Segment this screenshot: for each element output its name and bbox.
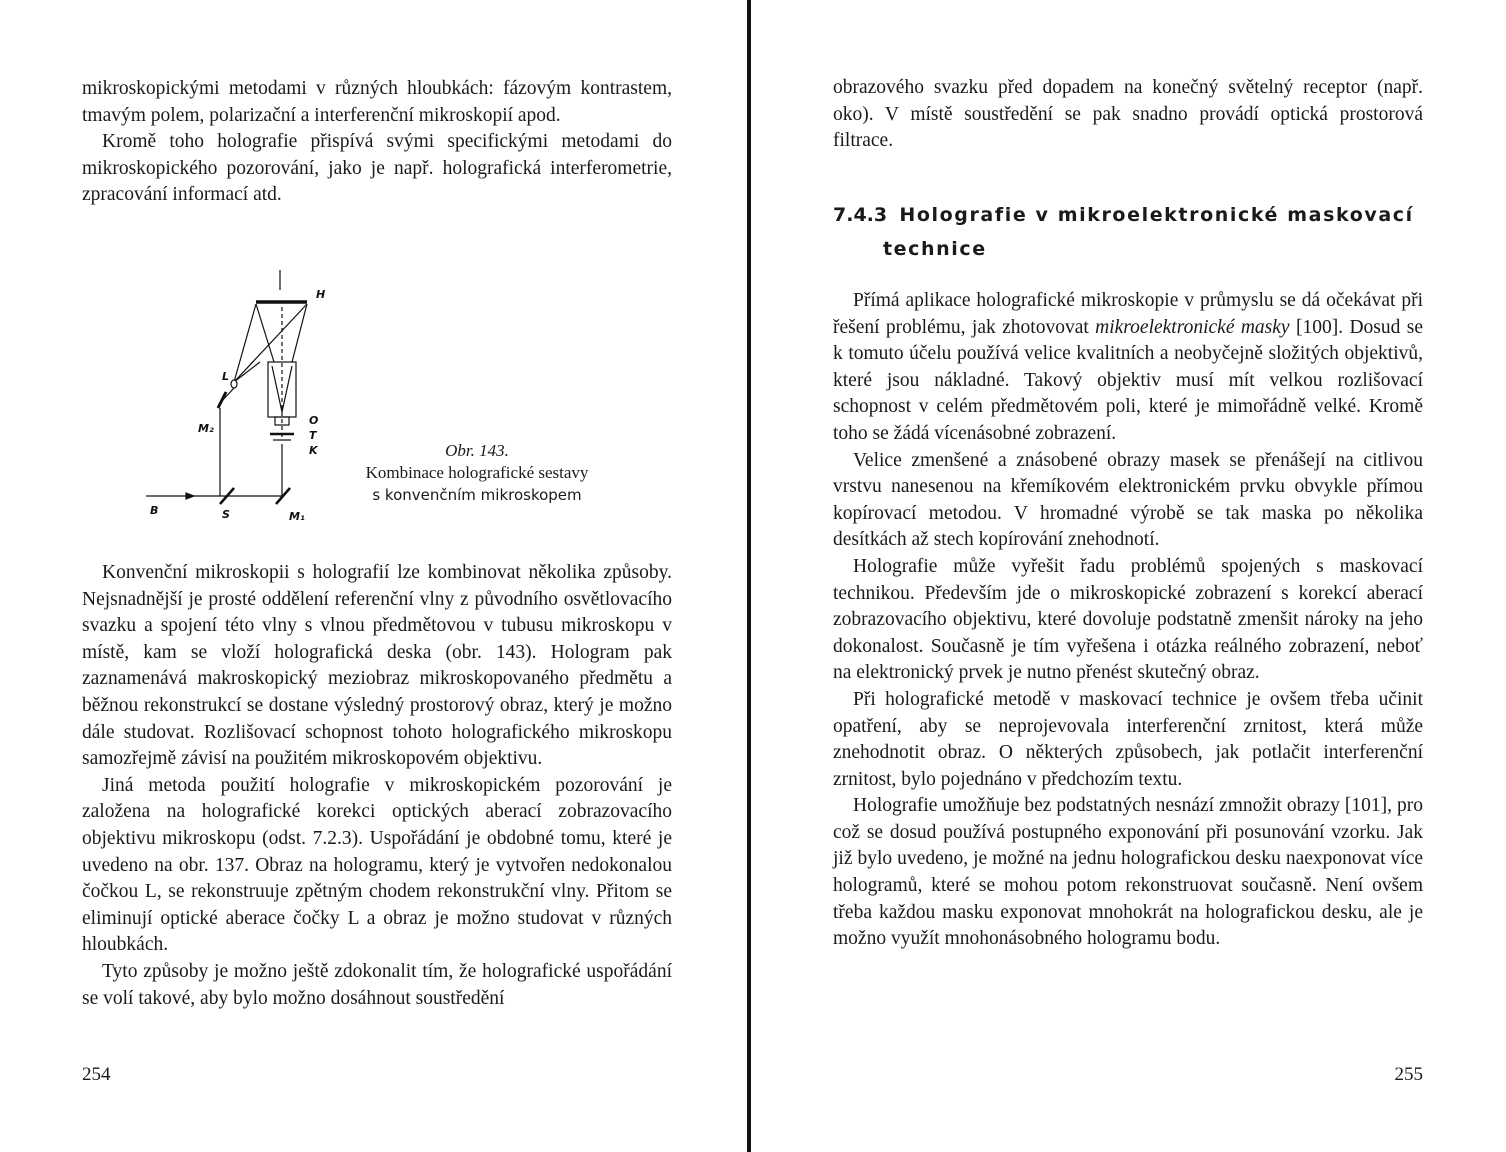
page-number: 255 xyxy=(1394,1064,1423,1085)
label-K: K xyxy=(309,444,318,457)
paragraph: obrazového svazku před dopadem na konečný světelný receptor (např. oko). V místě soustředění se pak snadno provádí optická prostorová filtrace. xyxy=(833,77,1423,152)
paragraph: Jiná metoda použití holografie v mikroskopickém pozorování je založena na holografické korekci optických aberací zobrazovacího objektivu mikroskopu (odst. 7.2.3). Uspořádání je obdobné tomu, které je uvedeno na obr. 137. Obraz na hologramu, který je vytvořen nedokonalou čočkou L, se rekonstruuje zpětným chodem rekonstrukční vlny. Přitom se eliminují optické aberace čočky L a obraz je možno studovat v různých hloubkách. xyxy=(82,774,672,956)
right-top-text xyxy=(833,75,1423,155)
section-title: Holografie v mikroelektronické maskovací xyxy=(899,204,1414,226)
section-heading xyxy=(833,198,1423,266)
label-O: O xyxy=(309,414,319,427)
caption-line: s konvenčním mikroskopem xyxy=(372,486,582,504)
optical-setup-diagram xyxy=(142,262,342,532)
text-run: [100]. Dosud se k tomuto účelu používá velice kvalitních a neobyčejně složitých objektivů, které jsou nákladné. Takový objektiv musí mít velkou rozlišovací schopnost v celém předmětovém poli, které je mimořádně velké. Kromě toho se žádá vícenásobné zobrazení. xyxy=(833,316,1424,444)
paragraph: Velice zmenšené a znásobené obrazy masek se přenášejí na citlivou vrstvu nanesenou na křemíkovém elektronickém prvku obvykle přímou kopírovací metodou. V hromadné výrobě se tak maska po několika desítkách až stech kopírování znehodnotí. xyxy=(833,449,1423,551)
left-top-text xyxy=(82,76,672,209)
section-title-continued: technice xyxy=(883,238,987,260)
paragraph xyxy=(833,288,1423,448)
section-number: 7.4.3 xyxy=(833,204,888,226)
label-L: L xyxy=(222,370,230,383)
paragraph: Holografie umožňuje bez podstatných nesnází zmnožit obrazy [101], pro což se dosud používá postupného exponování při posunování vzorku. Jak již bylo uvedeno, je možné na jednu holografickou desku naexponovat více hologramů, které se mohou potom rekonstruovat současně. Není ovšem třeba každou masku exponovat mnohokrát na holografickou desku, ale je možno využít mnohonásobného hologramu bodu. xyxy=(833,795,1423,950)
figure-143-diagram xyxy=(142,262,342,532)
caption-number: Obr. 143. xyxy=(445,441,509,460)
book-spine xyxy=(747,0,751,1152)
label-S: S xyxy=(222,508,230,521)
italic-term: mikroelektronické masky xyxy=(1095,316,1290,338)
paragraph: Holografie může vyřešit řadu problémů spojených s maskovací technikou. Především jde o mikroskopické zobrazení s korekcí aberací zobrazovacího objektivu, které dovoluje podstatně zmenšit nároky na jeho dokonalost. Současně je tím vyřešena i otázka reálného zobrazení, neboť na elektronický prvek je nutno přenést skutečný obraz. xyxy=(833,555,1423,684)
paragraph: Tyto způsoby je možno ještě zdokonalit tím, že holografické uspořádání se volí takové, aby bylo možno dosáhnout soustředění xyxy=(82,960,672,1009)
paragraph: Konvenční mikroskopii s holografií lze kombinovat několika způsoby. Nejsnadnější je prosté oddělení referenční vlny z původního osvětlovacího svazku a spojení této vlny s vlnou předmětovou v tubusu mikroskopu v místě, kam se vloží holografická deska (obr. 143). Hologram pak zaznamenává makroskopický meziobraz mikroskopovaného předmětu a běžnou rekonstrukcí se dostane výsledný prostorový obraz, který je možno dále studovat. Rozlišovací schopnost tohoto holografického mikroskopu samozřejmě závisí na použitém mikroskopovém objektivu. xyxy=(82,562,672,770)
page-number: 254 xyxy=(82,1064,111,1085)
paragraph: mikroskopickými metodami v různých hloubkách: fázovým kontrastem, tmavým polem, polarizační a interferenční mikroskopií apod. xyxy=(82,78,672,126)
label-B: B xyxy=(150,504,159,517)
text-run: Přímá aplikace holografické mikroskopie v průmyslu se dá očekávat při řešení problému, jak zhotovovat xyxy=(833,290,1423,338)
label-M2: M₂ xyxy=(198,422,214,435)
left-bottom-text xyxy=(82,560,672,1012)
label-T: T xyxy=(309,429,317,442)
figure-caption xyxy=(342,440,612,506)
label-M1: M₁ xyxy=(289,510,305,523)
right-body-text xyxy=(833,288,1423,953)
caption-line: Kombinace holografické sestavy xyxy=(365,463,589,482)
label-H: H xyxy=(316,288,326,301)
paragraph: Kromě toho holografie přispívá svými specifickými metodami do mikroskopického pozorování, jako je např. holografická interferometrie, zpracování informací atd. xyxy=(82,131,672,206)
paragraph: Při holografické metodě v maskovací technice je ovšem třeba učinit opatření, aby se neprojevovala interferenční zrnitost, která může znehodnotit obraz. O některých způsobech, jak potlačit interferenční zrnitost, bylo pojednáno v předchozím textu. xyxy=(833,688,1423,790)
